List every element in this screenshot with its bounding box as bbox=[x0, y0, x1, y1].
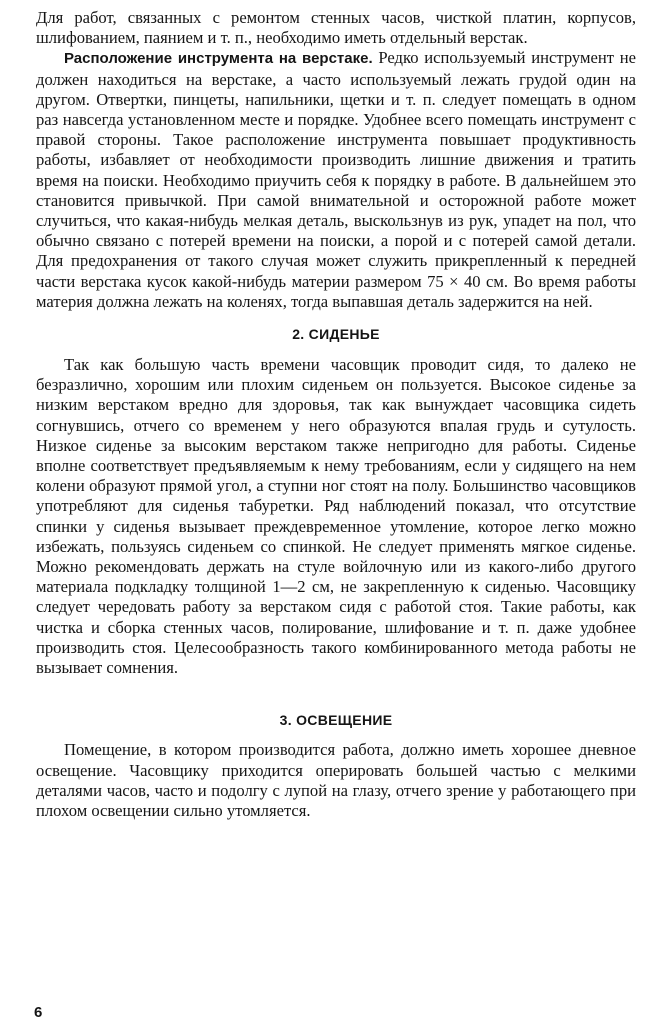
page-number: 6 bbox=[34, 1004, 43, 1021]
lighting-paragraph: Помещение, в котором производится работа, должно иметь хорошее дневное освещение. Часовщику приходится оперировать большей частью с мелкими деталями часов, часто и подолгу с лупой на глазу, отчего зрение у работающего при плохом освещении сильно утомляется. bbox=[36, 740, 636, 820]
tool-placement-run-head: Расположение инструмента на верстаке. bbox=[64, 50, 373, 68]
seating-paragraph: Так как большую часть времени часовщик проводит сидя, то далеко не безразлично, хорошим или плохим сиденьем он пользуется. Высокое сиденье за низким верстаком вредно для здоровья, так как вынуждает часовщика сидеть согнувшись, отчего со временем у него образуются впалая грудь и сутулость. Низкое сиденье за высоким верстаком также непригодно для работы. Сиденье вполне соответствует предъявляемым к нему требованиям, если у сидящего на нем колени образуют прямой угол, а ступни ног стоят на полу. Большинство часовщиков употребляют для сиденья табуретки. Ряд наблюдений показал, что отсутствие спинки у сиденья вызывает преждевременное утомление, которое легко можно избежать, пользуясь сиденьем со спинкой. Не следует применять мягкое сиденье. Можно рекомендовать держать на стуле войлочную или из какого-либо другого материала подкладку толщиной 1—2 см, не закрепленную к сиденью. Часовщику следует чередовать работу за верстаком сидя с работой стоя. Такие работы, как чистка и сборка стенных часов, полирование, шлифование и т. п. даже удобнее производить стоя. Целесообразность такого комбинированного метода работы не вызывает сомнения. bbox=[36, 355, 636, 678]
intro-paragraph: Для работ, связанных с ремонтом стенных часов, чисткой платин, корпусов, шлифованием, паянием и т. п., необходимо иметь отдельный верстак. bbox=[36, 8, 636, 48]
tool-placement-paragraph bbox=[36, 48, 636, 312]
tool-placement-text: Редко используемый инструмент не должен находиться на верстаке, а часто используемый лежать грудой один на другом. Отвертки, пинцеты, напильники, щетки и т. п. следует помещать в одном раз навсегда установленном месте и порядке. Удобнее всего помещать инструмент с правой стороны. Такое расположение инструмента повышает продуктивность работы, избавляет от необходимости производить лишние движения и тратить время на поиски. Необходимо приучить себя к порядку в работе. В дальнейшем это становится привычкой. При самой внимательной и осторожной работе может случиться, что какая-нибудь мелкая деталь, выскользнув из рук, упадет на пол, что обычно связано с потерей времени на поиски, а порой и с потерей самой детали. Для предохранения от такого случая может служить прикрепленный к передней части верстака кусок какой-нибудь материи размером 75 × 40 см. Во время работы материя должна лежать на коленях, тогда выпавшая деталь задержится на ней. bbox=[36, 48, 636, 311]
page-body bbox=[36, 8, 636, 821]
section-heading-seating: 2. СИДЕНЬЕ bbox=[292, 326, 380, 343]
section-heading-lighting: 3. ОСВЕЩЕНИЕ bbox=[279, 712, 393, 729]
